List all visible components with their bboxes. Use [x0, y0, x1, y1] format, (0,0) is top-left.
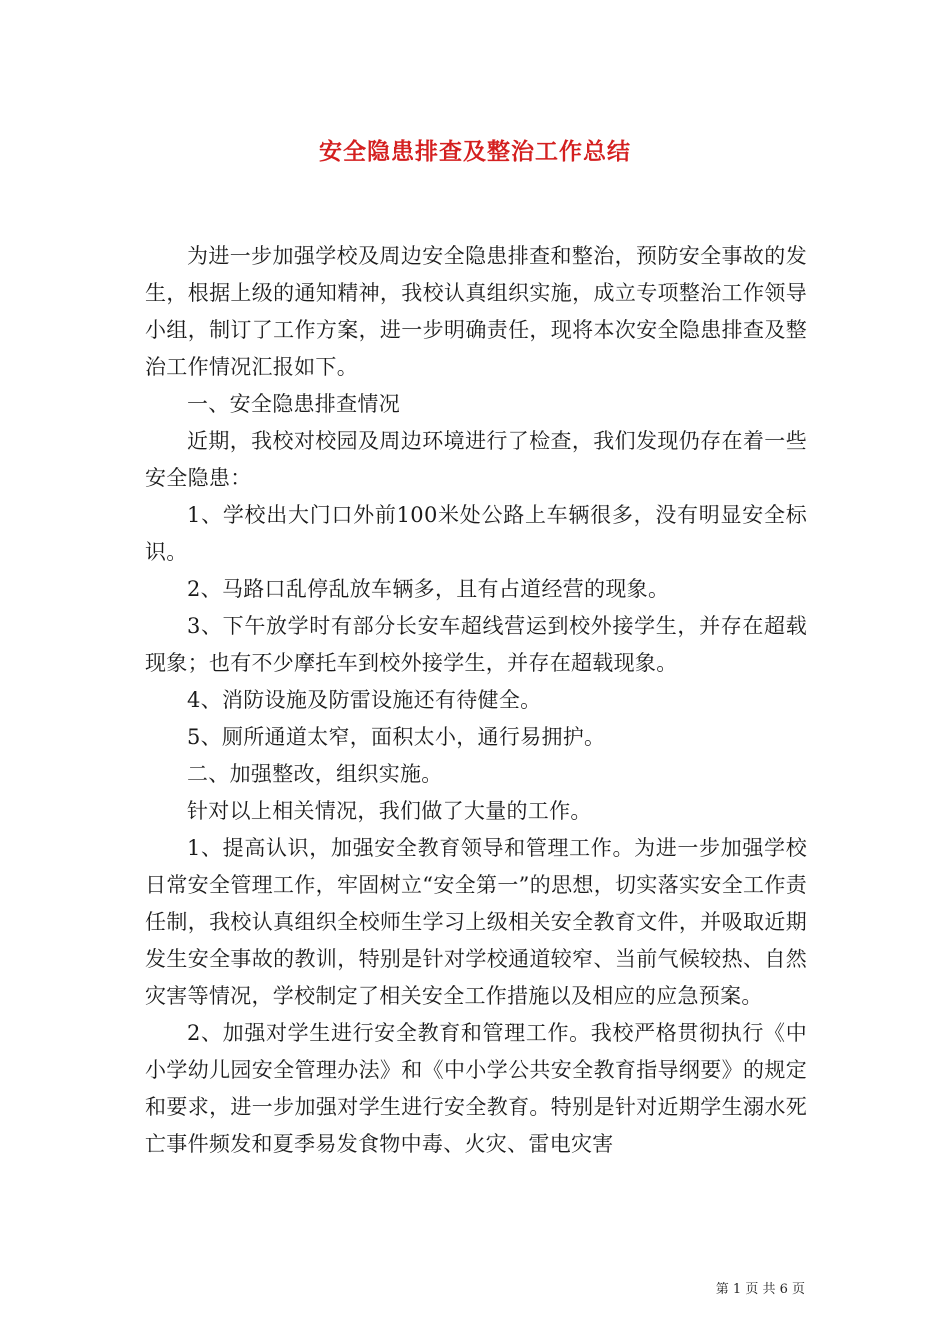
- list-item-hazard-2: 2、马路口乱停乱放车辆多，且有占道经营的现象。: [187, 577, 670, 601]
- section-heading-2: 二、加强整改，组织实施。: [187, 762, 443, 786]
- document-title: 安全隐患排查及整治工作总结: [319, 138, 631, 165]
- page-number: [716, 1278, 805, 1297]
- page-number-label: 第 1 页 共 6 页: [715, 1282, 805, 1297]
- list-item-measure-2: 2、加强对学生进行安全教育和管理工作。我校严格贯彻执行《中小学幼儿园安全管理办法》和《中小学公共安全教育指导纲要》的规定和要求，进一步加强对学生进行安全教育。特别是针对近期学生溺水死亡事件频发和夏季易发食物中毒、火灾、雷电灾害: [145, 1021, 807, 1156]
- list-item-hazard-4: 4、消防设施及防雷设施还有待健全。: [187, 688, 542, 712]
- list-item-hazard-3: 3、下午放学时有部分长安车超线营运到校外接学生，并存在超载现象；也有不少摩托车到校外接学生，并存在超载现象。: [145, 614, 807, 675]
- list-item-measure-1: 1、提高认识，加强安全教育领导和管理工作。为进一步加强学校日常安全管理工作，牢固树立“安全第一”的思想，切实落实安全工作责任制，我校认真组织全校师生学习上级相关安全教育文件，并吸取近期发生安全事故的教训，特别是针对学校通道较窄、当前气候较热、自然灾害等情况，学校制定了相关安全工作措施以及相应的应急预案。: [145, 836, 807, 1008]
- paragraph-intro: 为进一步加强学校及周边安全隐患排查和整治，预防安全事故的发生，根据上级的通知精神，我校认真组织实施，成立专项整治工作领导小组，制订了工作方案，进一步明确责任，现将本次安全隐患排查及整治工作情况汇报如下。: [145, 244, 807, 379]
- list-item-hazard-1: 1、学校出大门口外前100米处公路上车辆很多，没有明显安全标识。: [145, 503, 807, 564]
- list-item-hazard-5: 5、厕所通道太窄，面积太小，通行易拥护。: [187, 725, 606, 749]
- paragraph-measures-intro: 针对以上相关情况，我们做了大量的工作。: [187, 799, 592, 823]
- document-body: [145, 238, 807, 1163]
- section-heading-1: 一、安全隐患排查情况: [187, 392, 400, 416]
- paragraph-findings-intro: 近期，我校对校园及周边环境进行了检查，我们发现仍存在着一些安全隐患：: [145, 429, 807, 490]
